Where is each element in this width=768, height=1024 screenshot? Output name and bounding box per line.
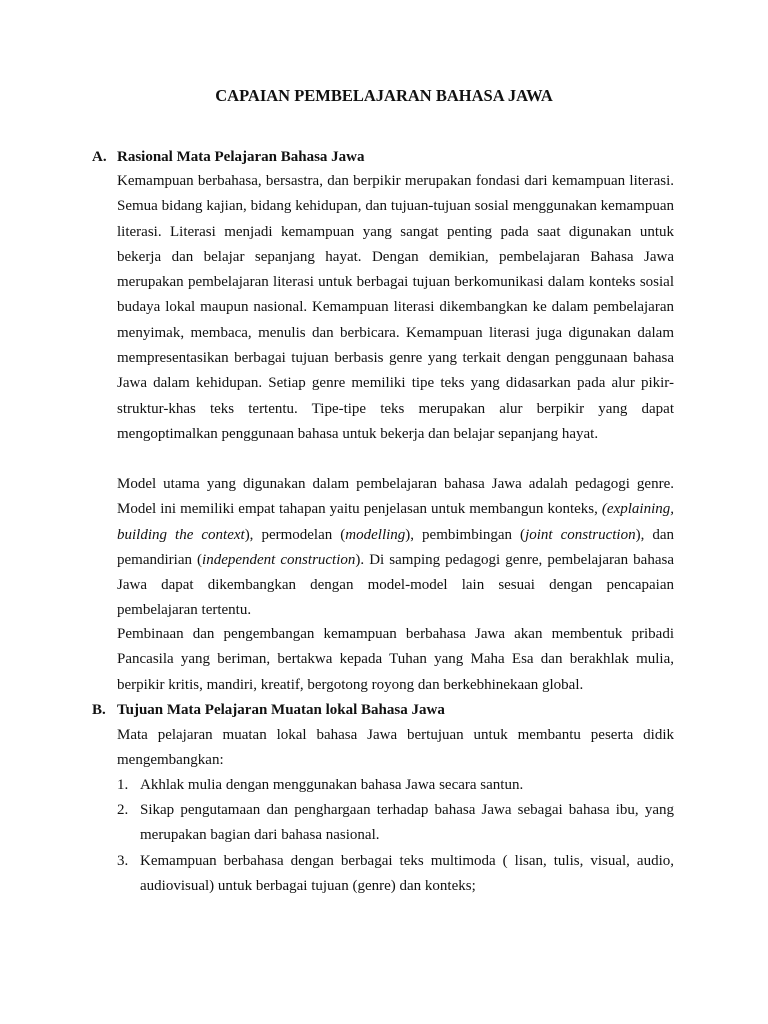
section-b-heading: Tujuan Mata Pelajaran Muatan lokal Bahasa Jawa	[117, 702, 445, 718]
p2-italic-1: (explaining, building the context	[117, 501, 674, 543]
p2-text-3: ), pembimbingan (	[405, 526, 526, 543]
list-item-2-text: Sikap pengutamaan dan penghargaan terhadap bahasa Jawa sebagai bahasa ibu, yang merupakan bagian dari bahasa nasional.	[140, 802, 674, 844]
list-item-1-text: Akhlak mulia dengan menggunakan bahasa Jawa secara santun.	[140, 777, 524, 793]
p2-text-5: ). Di samping pedagogi genre, pembelajaran bahasa Jawa dapat dikembangkan dengan model-model lain sesuai dengan pencapaian pembelajaran tertentu.	[117, 551, 674, 619]
section-a-letter: A.	[92, 149, 107, 165]
p2-text-4: ), dan pemandirian (	[117, 526, 675, 568]
section-a-paragraph-1: Kemampuan berbahasa, bersastra, dan berpikir merupakan fondasi dari kemampuan literasi. Semua bidang kajian, bidang kehidupan, dan tujuan-tujuan sosial menggunakan kemampuan literasi. Literasi menjadi kemampuan yang sangat penting pada saat digunakan untuk bekerja dan belajar sepanjang hayat. Dengan demikian, pembelajaran Bahasa Jawa merupakan pembelajaran literasi untuk berbagai tujuan berkomunikasi dalam konteks sosial budaya lokal maupun nasional. Kemampuan literasi dikembangkan ke dalam pembelajaran menyimak, membaca, menulis dan berbicara. Kemampuan literasi juga digunakan dalam mempresentasikan berbagai tujuan berbasis genre yang terkait dengan penggunaan bahasa Jawa dalam kehidupan. Setiap genre memiliki tipe teks yang didasarkan pada alur pikir- struktur-khas teks tertentu. Tipe-tipe teks merupakan alur berpikir yang dapat mengoptimalkan penggunaan bahasa untuk bekerja dan belajar sepanjang hayat.	[117, 173, 674, 442]
section-a-paragraph-2	[117, 472, 674, 624]
p2-italic-2: modelling	[345, 526, 406, 543]
p2-italic-4: independent construction	[202, 551, 356, 568]
page-title: CAPAIAN PEMBELAJARAN BAHASA JAWA	[215, 86, 553, 105]
list-item-1-number: 1.	[117, 777, 129, 793]
section-b-intro: Mata pelajaran muatan lokal bahasa Jawa bertujuan untuk membantu peserta didik mengembangkan:	[117, 727, 674, 769]
list-item-3-text: Kemampuan berbahasa dengan berbagai teks multimoda ( lisan, tulis, visual, audio, audiovisual) untuk berbagai tujuan (genre) dan konteks;	[140, 853, 674, 895]
section-a-heading: Rasional Mata Pelajaran Bahasa Jawa	[117, 149, 365, 165]
list-item-3-number: 3.	[117, 853, 129, 869]
list-item-2-number: 2.	[117, 802, 129, 818]
p2-italic-3: joint construction	[525, 526, 636, 543]
p2-text-1: Model utama yang digunakan dalam pembelajaran bahasa Jawa adalah pedagogi genre. Model ini memiliki empat tahapan yaitu penjelasan untuk membangun konteks,	[117, 476, 674, 518]
section-a-paragraph-3: Pembinaan dan pengembangan kemampuan berbahasa Jawa akan membentuk pribadi Pancasila yang beriman, bertakwa kepada Tuhan yang Maha Esa dan berakhlak mulia, berpikir kritis, mandiri, kreatif, bergotong royong dan berkebhinekaan global.	[117, 626, 674, 693]
section-b-letter: B.	[92, 702, 106, 718]
p2-text-2: ), permodelan (	[244, 526, 346, 543]
